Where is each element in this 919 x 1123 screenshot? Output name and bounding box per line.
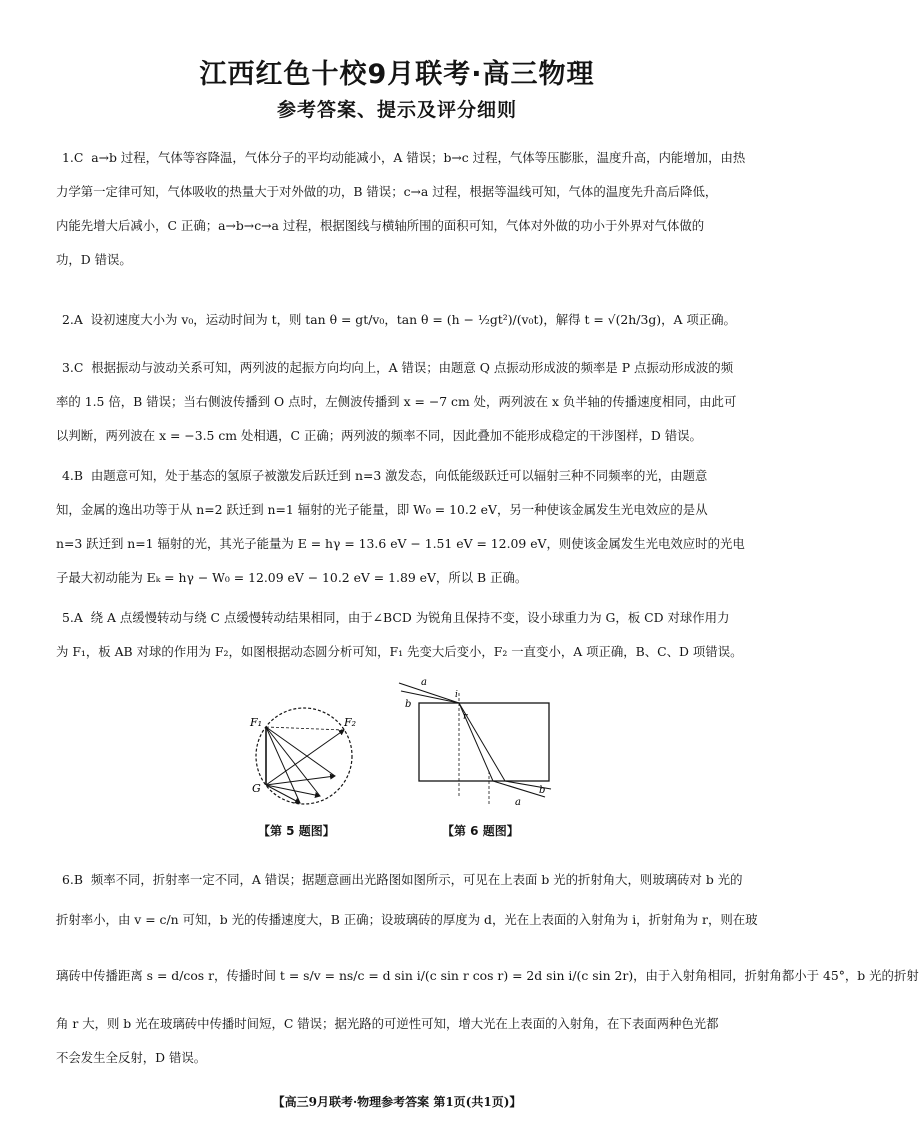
q6-label: 6.B [62,872,83,887]
q6-line-5: 不会发生全反射，D 错误。 [56,1050,207,1065]
fig6-label-b-top: b [405,699,412,710]
q3-line-3: 以判断，两列波在 x = −3.5 cm 处相遇，C 正确；两列波的频率不同，因此叠加不能形成稳定的干涉图样，D 错误。 [56,428,702,443]
fig6-label-b-bottom: b [539,785,546,796]
fig5-label-f2: F₂ [344,716,357,729]
figure-5-dynamic-circle [240,700,370,815]
q4-line-2: 知，金属的逸出功等于从 n=2 跃迁到 n=1 辐射的光子能量，即 W₀ = 10.2 eV，另一种使该金属发生光电效应的是从 [56,502,708,517]
q4-label: 4.B [62,468,83,483]
figure-6-caption: 【第 6 题图】 [442,824,519,838]
figure-5-caption: 【第 5 题图】 [258,824,335,838]
q1-line-4: 功，D 错误。 [56,252,132,267]
fig6-label-i: i [455,690,458,700]
fig5-label-f1: F₁ [250,716,263,729]
fig5-label-g: G [252,782,261,795]
page-title: 江西红色十校9月联考·高三物理 [199,59,595,90]
fig6-label-a-top: a [421,677,427,688]
q5-line-1: 5.A 绕 A 点缓慢转动与绕 C 点缓慢转动结果相同，由于∠BCD 为锐角且保持不变，设小球重力为 G，板 CD 对球作用力 [62,610,730,625]
page-footer: 【高三9月联考·物理参考答案 第1页(共1页)】 [272,1095,522,1109]
q2-label: 2.A [62,312,83,327]
q1-label: 1.C [62,150,84,165]
q3-line-1: 3.C 根据振动与波动关系可知，两列波的起振方向均向上，A 错误；由题意 Q 点振动形成波的频率是 P 点振动形成波的频 [62,360,734,375]
q5-label: 5.A [62,610,83,625]
q3-line-2: 率的 1.5 倍，B 错误；当右侧波传播到 O 点时，左侧波传播到 x = −7 cm 处，两列波在 x 负半轴的传播速度相同，由此可 [56,394,737,409]
q1-line-1: 1.C a→b 过程，气体等容降温，气体分子的平均动能减小，A 错误；b→c 过程，气体等压膨胀，温度升高，内能增加，由热 [62,150,746,165]
q1-line-3: 内能先增大后减小，C 正确；a→b→c→a 过程，根据图线与横轴所围的面积可知，气体对外做的功小于外界对气体做的 [56,218,705,233]
q5-line-2: 为 F₁，板 AB 对球的作用为 F₂，如图根据动态圆分析可知，F₁ 先变大后变小，F₂ 一直变小，A 项正确，B、C、D 项错误。 [56,644,743,659]
q3-label: 3.C [62,360,84,375]
page-subtitle: 参考答案、提示及评分细则 [276,99,517,121]
figure-6-light-path [395,675,565,815]
q1-line-2: 力学第一定律可知，气体吸收的热量大于对外做的功，B 错误；c→a 过程，根据等温线可知，气体的温度先升高后降低， [56,184,718,199]
q4-line-1: 4.B 由题意可知，处于基态的氢原子被激发后跃迁到 n=3 激发态，向低能级跃迁可以辐射三种不同频率的光，由题意 [62,468,708,483]
q6-line-4: 角 r 大，则 b 光在玻璃砖中传播时间短，C 错误；据光路的可逆性可知，增大光在上表面的入射角，在下表面两种色光都 [56,1016,719,1031]
q6-line-2: 折射率小，由 v = c/n 可知，b 光的传播速度大，B 正确；设玻璃砖的厚度为 d，光在上表面的入射角为 i，折射角为 r，则在玻 [56,912,758,927]
q6-line-3: 璃砖中传播距离 s = d/cos r，传播时间 t = s/v = ns/c = d sin i/(c sin r cos r) = 2d sin i/(c sin 2r)，由于入射角相同，折射角都小于 45°，b 光的折射 [56,968,919,983]
q6-line-1: 6.B 频率不同，折射率一定不同，A 错误；据题意画出光路图如图所示，可见在上表面 b 光的折射角大，则玻璃砖对 b 光的 [62,872,743,887]
fig6-label-r: r [463,712,468,722]
q4-line-4: 子最大初动能为 Eₖ = hγ − W₀ = 12.09 eV − 10.2 eV = 1.89 eV，所以 B 正确。 [56,570,528,585]
q4-line-3: n=3 跃迁到 n=1 辐射的光，其光子能量为 E = hγ = 13.6 eV − 1.51 eV = 12.09 eV，则使该金属发生光电效应时的光电 [56,536,745,551]
q2-line-1: 2.A 设初速度大小为 v₀，运动时间为 t，则 tan θ = gt/v₀，tan θ = (h − ½gt²)/(v₀t)，解得 t = √(2h/3g)，A 项正确。 [62,312,736,327]
fig6-label-a-bottom: a [515,797,521,808]
